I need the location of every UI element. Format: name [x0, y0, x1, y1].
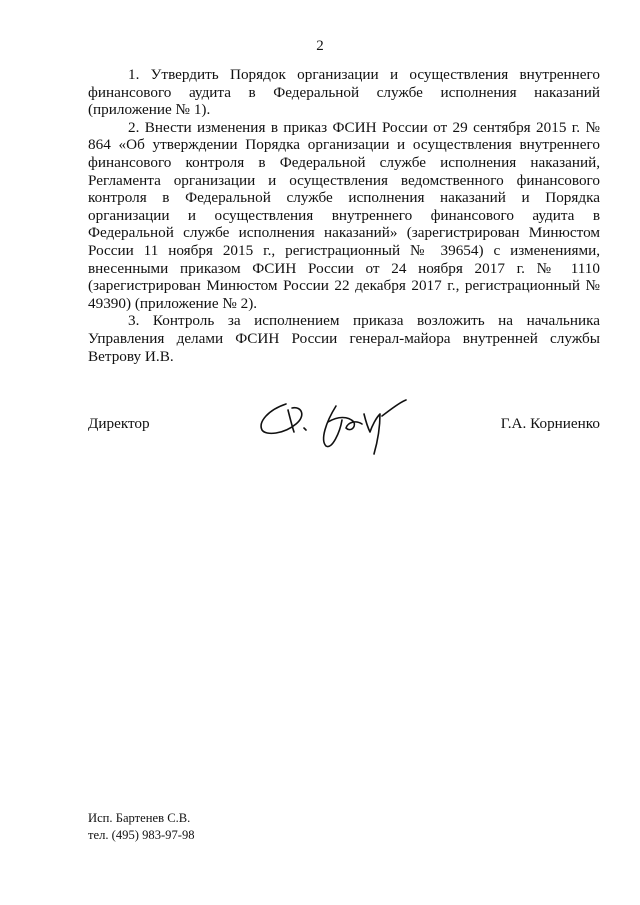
page-number: 2 [316, 38, 324, 54]
signature-block [88, 392, 600, 462]
handwritten-signature [256, 392, 426, 462]
executor-name: Исп. Бартенев С.В. [88, 811, 191, 825]
paragraph-2: 2. Внести изменения в приказ ФСИН России от 29 сентября 2015 г. № 864 «Об утверждении Порядка организации и осуществления внутреннего финансового контроля в Федеральной службе исполнения наказаний, Регламента организации и осуществления ведомственного финансового контроля в Федеральной службе исполнения наказаний и Порядка организации и осуществления внутреннего финансового аудита в Федеральной службе исполнения наказаний» (зарегистрирован Минюстом России 11 ноября 2015 г., регистрационный № 39654) с изменениями, внесенными приказом ФСИН России от 24 ноября 2017 г. № 1110 (зарегистрирован Минюстом России 22 декабря 2017 г., регистрационный № 49390) (приложение № 2). [88, 118, 600, 312]
executor-info [88, 810, 195, 844]
executor-phone: тел. (495) 983-97-98 [88, 828, 195, 842]
signatory-title: Директор [88, 415, 150, 432]
signatory-name: Г.А. Корниенко [500, 415, 600, 432]
paragraph-1: 1. Утвердить Порядок организации и осуществления внутреннего финансового аудита в Федеральной службе исполнения наказаний (приложение № 1). [88, 66, 600, 119]
paragraph-3: 3. Контроль за исполнением приказа возложить на начальника Управления делами ФСИН России генерал-майора внутренней службы Ветрову И.В. [88, 312, 600, 365]
document-body [88, 66, 600, 365]
